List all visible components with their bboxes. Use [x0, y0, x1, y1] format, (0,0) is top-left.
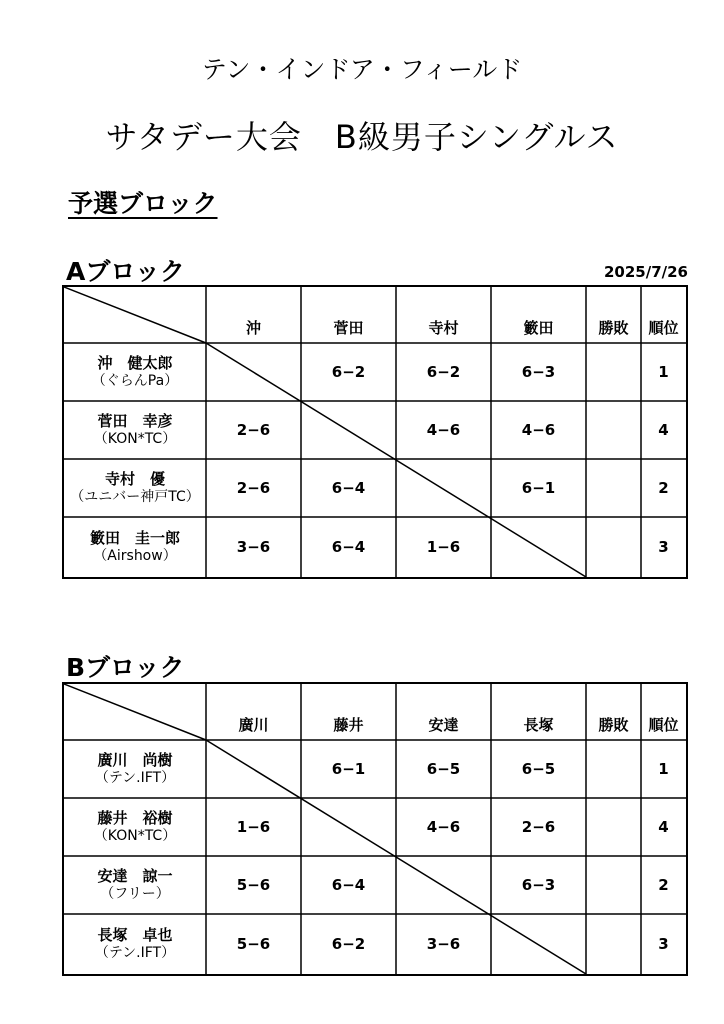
- column-header: 長塚: [523, 716, 554, 734]
- win-loss-cell: [586, 343, 641, 401]
- match-score: 6−1: [331, 760, 366, 778]
- player-name: 藤井 裕樹: [97, 808, 173, 827]
- win-loss-cell: [586, 740, 641, 798]
- match-score: 2−6: [236, 479, 271, 497]
- win-loss-cell: [586, 401, 641, 459]
- match-score: [396, 459, 491, 517]
- win-loss-cell: [586, 459, 641, 517]
- player-club: （テン.IFT）: [94, 944, 176, 961]
- player-club: （KON*TC）: [93, 827, 177, 844]
- player-name-cell: [64, 459, 206, 517]
- player-name: 菅田 幸彦: [97, 411, 173, 430]
- rank-cell: 4: [658, 818, 669, 836]
- corner-diagonal: [64, 287, 206, 343]
- match-score: 6−2: [331, 935, 366, 953]
- player-name-cell: [64, 517, 206, 577]
- match-score: 4−6: [521, 421, 556, 439]
- block-b-table: [62, 682, 688, 976]
- player-name: 沖 健太郎: [97, 353, 173, 372]
- match-score: 6−4: [331, 876, 366, 894]
- column-header: 菅田: [333, 319, 364, 337]
- player-name-cell: [64, 740, 206, 798]
- match-score: 6−3: [521, 876, 556, 894]
- match-score: [206, 343, 301, 401]
- rank-cell: 4: [658, 421, 669, 439]
- player-name: 籔田 圭一郎: [89, 528, 180, 547]
- player-club: （Airshow）: [93, 547, 177, 564]
- match-score: 6−1: [521, 479, 556, 497]
- column-header: 順位: [648, 319, 679, 337]
- player-club: （フリー）: [100, 885, 170, 902]
- block-a-table: [62, 285, 688, 579]
- match-score: [396, 856, 491, 914]
- match-score: [491, 914, 586, 974]
- event-date: 2025/7/26: [603, 263, 688, 281]
- block-a-label: Aブロック: [66, 257, 185, 286]
- player-name-cell: [64, 914, 206, 974]
- column-header: 寺村: [428, 319, 459, 337]
- player-name: 安達 諒一: [97, 866, 173, 885]
- match-score: 2−6: [236, 421, 271, 439]
- venue-title: テン・インドア・フィールド: [201, 55, 523, 84]
- win-loss-cell: [586, 914, 641, 974]
- match-score: 5−6: [236, 935, 271, 953]
- match-score: 2−6: [521, 818, 556, 836]
- win-loss-cell: [586, 798, 641, 856]
- player-name-cell: [64, 798, 206, 856]
- block-b-label: Bブロック: [66, 653, 185, 682]
- rank-cell: 1: [658, 760, 669, 778]
- match-score: 6−2: [426, 363, 461, 381]
- column-header: 勝敗: [598, 319, 629, 337]
- rank-cell: 3: [658, 538, 669, 556]
- column-header: 勝敗: [598, 716, 629, 734]
- player-name-cell: [64, 401, 206, 459]
- match-score: 3−6: [236, 538, 271, 556]
- match-score: 5−6: [236, 876, 271, 894]
- match-score: 6−5: [426, 760, 461, 778]
- player-name: 廣川 尚樹: [97, 750, 173, 769]
- column-header: 沖: [245, 319, 261, 337]
- rank-cell: 3: [658, 935, 669, 953]
- match-score: 6−5: [521, 760, 556, 778]
- column-header: 順位: [648, 716, 679, 734]
- player-name: 長塚 卓也: [97, 925, 173, 944]
- match-score: 6−4: [331, 538, 366, 556]
- player-name: 寺村 優: [104, 469, 165, 488]
- column-header: 安達: [428, 716, 459, 734]
- player-name-cell: [64, 856, 206, 914]
- rank-cell: 2: [658, 876, 669, 894]
- match-score: 1−6: [236, 818, 271, 836]
- match-score: [491, 517, 586, 577]
- win-loss-cell: [586, 856, 641, 914]
- player-club: （KON*TC）: [93, 430, 177, 447]
- rank-cell: 2: [658, 479, 669, 497]
- match-score: 3−6: [426, 935, 461, 953]
- player-club: （ぐらんPa）: [91, 372, 179, 389]
- match-score: 1−6: [426, 538, 461, 556]
- match-score: 6−4: [331, 479, 366, 497]
- match-score: [301, 798, 396, 856]
- match-score: 6−3: [521, 363, 556, 381]
- player-club: （ユニバー神戸TC）: [70, 488, 200, 505]
- match-score: [301, 401, 396, 459]
- column-header: 籔田: [523, 319, 554, 337]
- section-heading: 予選ブロック: [68, 189, 218, 218]
- player-club: （テン.IFT）: [94, 769, 176, 786]
- match-score: 6−2: [331, 363, 366, 381]
- match-score: 4−6: [426, 818, 461, 836]
- column-header: 廣川: [238, 716, 269, 734]
- player-name-cell: [64, 343, 206, 401]
- match-score: 4−6: [426, 421, 461, 439]
- win-loss-cell: [586, 517, 641, 577]
- corner-diagonal: [64, 684, 206, 740]
- event-title: サタデー大会 B級男子シングルス: [105, 118, 619, 156]
- rank-cell: 1: [658, 363, 669, 381]
- match-score: [206, 740, 301, 798]
- column-header: 藤井: [333, 716, 364, 734]
